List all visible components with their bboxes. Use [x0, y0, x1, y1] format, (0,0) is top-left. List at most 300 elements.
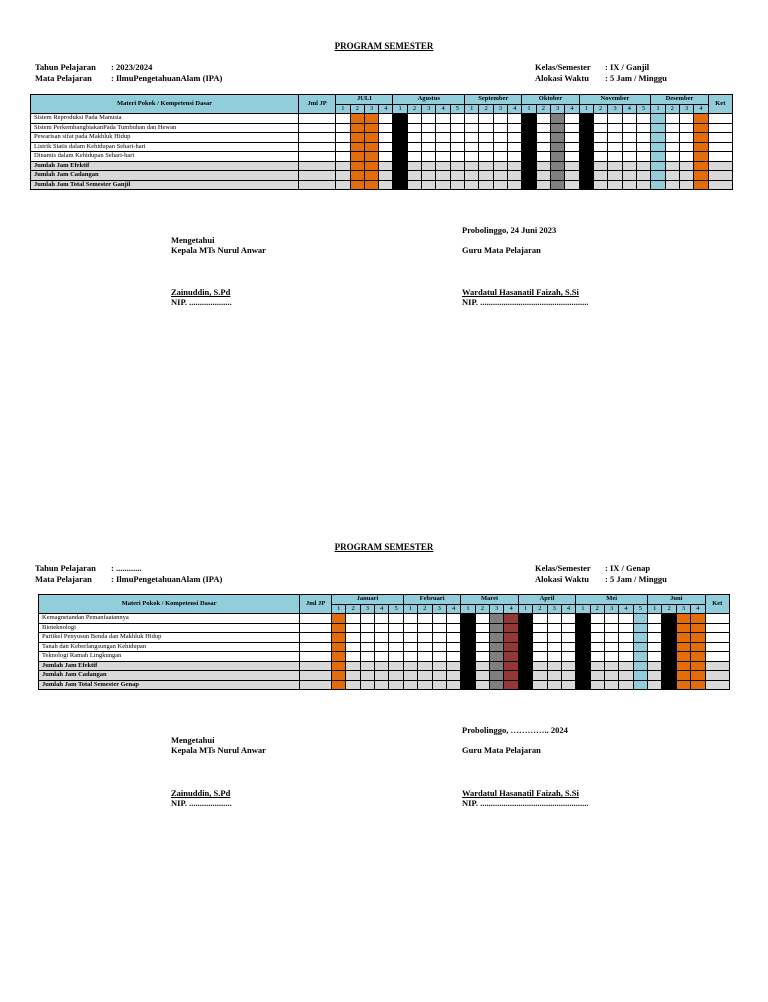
- week-cell: [576, 623, 590, 633]
- week-cell: [360, 623, 374, 633]
- week-cell: [604, 633, 618, 643]
- week-cell: [536, 133, 550, 143]
- week-cell: [622, 152, 636, 162]
- week-cell: [490, 642, 504, 652]
- week-cell: [633, 652, 647, 662]
- month-header: April: [518, 595, 575, 605]
- week-cell: [364, 142, 378, 152]
- week-cell: [490, 680, 504, 690]
- kelas-value: : IX / Genap: [605, 563, 651, 573]
- week-cell: [432, 671, 446, 681]
- week-cell: [622, 161, 636, 171]
- kelas-label: Kelas/Semester: [535, 563, 591, 573]
- guru-name: Wardatul Hasanatil Faizah, S.Si: [462, 287, 579, 297]
- alokasi-label: Alokasi Waktu: [535, 574, 589, 584]
- week-cell: [403, 623, 417, 633]
- week-cell: [364, 123, 378, 133]
- week-cell: [504, 642, 518, 652]
- week-cell: [407, 161, 421, 171]
- week-cell: [565, 123, 579, 133]
- week-cell: [676, 671, 690, 681]
- jml-jp-header: Jml JP: [299, 95, 336, 114]
- jml-jp-header: Jml JP: [300, 595, 332, 614]
- week-cell: [432, 652, 446, 662]
- kepala-nip: NIP. ....................: [171, 297, 232, 307]
- week-cell: [346, 680, 360, 690]
- week-cell: [379, 171, 393, 181]
- week-cell: [465, 152, 479, 162]
- week-cell: [676, 614, 690, 624]
- week-cell: [676, 633, 690, 643]
- materi-header: Materi Pokok / Kompetensi Dasar: [31, 95, 299, 114]
- week-cell: [446, 661, 460, 671]
- week-number: 5: [633, 604, 647, 614]
- week-number: 4: [436, 104, 450, 114]
- week-cell: [493, 180, 507, 190]
- week-number: 1: [579, 104, 593, 114]
- week-cell: [403, 652, 417, 662]
- week-number: 2: [665, 104, 679, 114]
- week-cell: [504, 671, 518, 681]
- total-row: [31, 171, 733, 181]
- week-cell: [360, 652, 374, 662]
- week-cell: [450, 180, 464, 190]
- materi-row: [39, 633, 730, 643]
- week-cell: [393, 180, 407, 190]
- month-header: November: [579, 95, 651, 105]
- week-number: 1: [648, 604, 662, 614]
- week-cell: [691, 671, 705, 681]
- week-cell: [436, 161, 450, 171]
- week-cell: [694, 171, 708, 181]
- week-cell: [651, 161, 665, 171]
- week-cell: [679, 123, 693, 133]
- week-cell: [561, 671, 575, 681]
- week-cell: [346, 633, 360, 643]
- week-number: 1: [465, 104, 479, 114]
- jp-cell: [300, 652, 332, 662]
- week-cell: [450, 123, 464, 133]
- ket-cell: [705, 652, 729, 662]
- week-number: 1: [518, 604, 532, 614]
- week-cell: [536, 114, 550, 124]
- jp-cell: [300, 623, 332, 633]
- week-cell: [336, 114, 350, 124]
- week-number: 1: [651, 104, 665, 114]
- week-number: 3: [551, 104, 565, 114]
- week-cell: [561, 652, 575, 662]
- week-cell: [694, 180, 708, 190]
- week-cell: [450, 161, 464, 171]
- week-cell: [364, 114, 378, 124]
- jp-cell: [299, 152, 336, 162]
- week-cell: [518, 614, 532, 624]
- week-cell: [508, 123, 522, 133]
- kepala-signature: [171, 788, 232, 808]
- week-cell: [508, 161, 522, 171]
- week-cell: [504, 661, 518, 671]
- week-cell: [508, 180, 522, 190]
- week-cell: [536, 161, 550, 171]
- week-cell: [547, 633, 561, 643]
- week-cell: [622, 123, 636, 133]
- week-cell: [579, 161, 593, 171]
- week-cell: [648, 614, 662, 624]
- week-cell: [518, 661, 532, 671]
- week-cell: [518, 642, 532, 652]
- week-cell: [536, 171, 550, 181]
- week-cell: [403, 661, 417, 671]
- week-cell: [551, 171, 565, 181]
- week-cell: [475, 642, 489, 652]
- week-cell: [648, 680, 662, 690]
- week-cell: [422, 152, 436, 162]
- week-cell: [360, 614, 374, 624]
- tahun-value: : 2023/2024: [111, 62, 153, 72]
- month-header: September: [465, 95, 522, 105]
- week-number: 3: [679, 104, 693, 114]
- week-cell: [332, 614, 346, 624]
- ket-cell: [708, 114, 732, 124]
- week-cell: [533, 680, 547, 690]
- week-cell: [619, 623, 633, 633]
- guru-label: Guru Mata Pelajaran: [462, 745, 541, 755]
- materi-cell: Dinamis dalam Kehidupan Sehari-hari: [31, 152, 299, 162]
- week-cell: [665, 152, 679, 162]
- materi-cell: Pewarisan sifat pada Makhluk Hidup: [31, 133, 299, 143]
- week-cell: [579, 180, 593, 190]
- week-cell: [461, 671, 475, 681]
- week-number: 3: [490, 604, 504, 614]
- week-cell: [446, 680, 460, 690]
- week-cell: [432, 680, 446, 690]
- week-cell: [407, 180, 421, 190]
- week-cell: [518, 623, 532, 633]
- ket-cell: [705, 661, 729, 671]
- jp-cell: [300, 614, 332, 624]
- week-cell: [461, 661, 475, 671]
- week-cell: [561, 633, 575, 643]
- week-cell: [393, 171, 407, 181]
- week-cell: [551, 133, 565, 143]
- week-cell: [332, 661, 346, 671]
- week-cell: [691, 633, 705, 643]
- week-cell: [379, 152, 393, 162]
- ket-cell: [708, 123, 732, 133]
- week-cell: [651, 171, 665, 181]
- week-cell: [479, 133, 493, 143]
- week-cell: [551, 180, 565, 190]
- materi-row: [31, 133, 733, 143]
- week-cell: [418, 680, 432, 690]
- week-cell: [379, 161, 393, 171]
- week-cell: [636, 133, 650, 143]
- week-number: 4: [379, 104, 393, 114]
- week-cell: [465, 133, 479, 143]
- info-left: [35, 62, 222, 84]
- week-cell: [518, 652, 532, 662]
- week-cell: [403, 633, 417, 643]
- week-cell: [364, 152, 378, 162]
- week-cell: [676, 623, 690, 633]
- week-cell: [547, 642, 561, 652]
- week-cell: [547, 671, 561, 681]
- week-cell: [694, 142, 708, 152]
- materi-cell: Jumlah Jam Efektif: [31, 161, 299, 171]
- info-right: [535, 563, 667, 585]
- week-number: 1: [403, 604, 417, 614]
- week-cell: [679, 171, 693, 181]
- month-header: Agustus: [393, 95, 465, 105]
- week-number: 2: [533, 604, 547, 614]
- week-cell: [633, 614, 647, 624]
- week-cell: [679, 133, 693, 143]
- week-cell: [633, 623, 647, 633]
- week-cell: [360, 642, 374, 652]
- week-cell: [651, 123, 665, 133]
- week-cell: [432, 661, 446, 671]
- week-cell: [622, 142, 636, 152]
- week-cell: [536, 152, 550, 162]
- mapel-label: Mata Pelajaran: [35, 574, 92, 584]
- week-cell: [490, 614, 504, 624]
- month-header: Juni: [648, 595, 706, 605]
- week-cell: [407, 123, 421, 133]
- week-cell: [651, 133, 665, 143]
- week-cell: [446, 671, 460, 681]
- week-number: 2: [475, 604, 489, 614]
- week-cell: [691, 652, 705, 662]
- week-cell: [662, 614, 676, 624]
- week-cell: [418, 671, 432, 681]
- week-cell: [432, 614, 446, 624]
- week-cell: [604, 652, 618, 662]
- week-cell: [676, 680, 690, 690]
- ket-cell: [705, 642, 729, 652]
- week-cell: [608, 114, 622, 124]
- week-number: 3: [608, 104, 622, 114]
- week-cell: [648, 652, 662, 662]
- week-cell: [479, 114, 493, 124]
- week-cell: [579, 142, 593, 152]
- week-cell: [576, 633, 590, 643]
- alokasi-value: : 5 Jam / Minggu: [605, 574, 667, 584]
- week-cell: [590, 680, 604, 690]
- week-number: 1: [393, 104, 407, 114]
- week-cell: [465, 114, 479, 124]
- week-cell: [479, 161, 493, 171]
- week-cell: [522, 180, 536, 190]
- week-cell: [379, 123, 393, 133]
- week-number: 3: [422, 104, 436, 114]
- week-cell: [389, 661, 403, 671]
- week-cell: [579, 152, 593, 162]
- week-cell: [636, 152, 650, 162]
- week-cell: [608, 161, 622, 171]
- materi-cell: Bioteknologi: [39, 623, 300, 633]
- week-cell: [436, 133, 450, 143]
- week-cell: [446, 652, 460, 662]
- materi-cell: Jumlah Jam Cadangan: [31, 171, 299, 181]
- program-table: [38, 594, 730, 690]
- week-cell: [608, 142, 622, 152]
- week-cell: [389, 671, 403, 681]
- week-cell: [346, 623, 360, 633]
- place-date: Probolinggo, 24 Juni 2023: [462, 225, 557, 235]
- week-number: 3: [360, 604, 374, 614]
- week-cell: [561, 661, 575, 671]
- week-cell: [375, 680, 389, 690]
- week-cell: [504, 614, 518, 624]
- week-cell: [533, 652, 547, 662]
- week-cell: [694, 152, 708, 162]
- week-cell: [493, 123, 507, 133]
- ket-cell: [705, 633, 729, 643]
- week-cell: [622, 180, 636, 190]
- ket-cell: [705, 671, 729, 681]
- week-cell: [493, 133, 507, 143]
- week-cell: [490, 671, 504, 681]
- week-cell: [551, 142, 565, 152]
- week-cell: [332, 633, 346, 643]
- week-cell: [450, 114, 464, 124]
- week-cell: [350, 114, 364, 124]
- week-cell: [403, 671, 417, 681]
- week-cell: [608, 180, 622, 190]
- week-cell: [619, 671, 633, 681]
- week-cell: [465, 123, 479, 133]
- week-cell: [665, 161, 679, 171]
- week-number: 1: [332, 604, 346, 614]
- week-cell: [504, 633, 518, 643]
- materi-row: [31, 152, 733, 162]
- week-cell: [393, 142, 407, 152]
- week-cell: [422, 171, 436, 181]
- week-cell: [422, 180, 436, 190]
- week-cell: [350, 161, 364, 171]
- week-cell: [648, 661, 662, 671]
- place-date: Probolinggo, ………….. 2024: [462, 725, 568, 735]
- week-number: 3: [604, 604, 618, 614]
- week-cell: [432, 623, 446, 633]
- week-cell: [551, 161, 565, 171]
- week-cell: [389, 680, 403, 690]
- week-cell: [619, 614, 633, 624]
- week-cell: [446, 642, 460, 652]
- jp-cell: [299, 114, 336, 124]
- week-cell: [608, 171, 622, 181]
- jp-cell: [299, 180, 336, 190]
- week-cell: [651, 142, 665, 152]
- week-cell: [565, 180, 579, 190]
- week-cell: [633, 642, 647, 652]
- jp-cell: [299, 133, 336, 143]
- week-cell: [418, 661, 432, 671]
- week-cell: [662, 680, 676, 690]
- jp-cell: [299, 123, 336, 133]
- week-cell: [576, 652, 590, 662]
- week-cell: [665, 180, 679, 190]
- tahun-value: : ............: [111, 563, 142, 573]
- week-cell: [619, 642, 633, 652]
- week-cell: [350, 152, 364, 162]
- week-cell: [461, 652, 475, 662]
- mengetahui-label: [171, 235, 266, 255]
- week-cell: [676, 661, 690, 671]
- week-number: 5: [450, 104, 464, 114]
- week-cell: [533, 642, 547, 652]
- week-cell: [679, 152, 693, 162]
- week-cell: [418, 642, 432, 652]
- week-cell: [533, 614, 547, 624]
- week-cell: [360, 680, 374, 690]
- week-cell: [336, 152, 350, 162]
- week-cell: [633, 661, 647, 671]
- week-number: 2: [590, 604, 604, 614]
- materi-cell: Listrik Statis dalam Kehidupan Sehari-hari: [31, 142, 299, 152]
- week-cell: [608, 152, 622, 162]
- week-cell: [461, 623, 475, 633]
- week-cell: [665, 114, 679, 124]
- week-cell: [622, 133, 636, 143]
- week-cell: [604, 614, 618, 624]
- week-cell: [422, 142, 436, 152]
- week-cell: [375, 652, 389, 662]
- alokasi-label: Alokasi Waktu: [535, 73, 589, 83]
- week-cell: [475, 623, 489, 633]
- week-number: 5: [636, 104, 650, 114]
- week-cell: [407, 114, 421, 124]
- week-cell: [522, 123, 536, 133]
- week-cell: [490, 633, 504, 643]
- tahun-label: Tahun Pelajaran: [35, 62, 96, 72]
- week-cell: [479, 180, 493, 190]
- week-cell: [450, 171, 464, 181]
- week-cell: [465, 161, 479, 171]
- ket-cell: [708, 171, 732, 181]
- week-cell: [691, 642, 705, 652]
- total-row: [39, 680, 730, 690]
- week-cell: [636, 123, 650, 133]
- week-cell: [465, 171, 479, 181]
- ket-cell: [708, 180, 732, 190]
- materi-cell: Jumlah Jam Efektif: [39, 661, 300, 671]
- week-cell: [379, 180, 393, 190]
- week-cell: [522, 161, 536, 171]
- week-cell: [594, 180, 608, 190]
- mapel-value: : IlmuPengetahuanAlam (IPA): [111, 574, 223, 584]
- kepala-signature: [171, 287, 232, 307]
- week-cell: [450, 152, 464, 162]
- week-cell: [436, 142, 450, 152]
- week-cell: [461, 633, 475, 643]
- week-cell: [360, 633, 374, 643]
- week-cell: [418, 614, 432, 624]
- week-cell: [648, 642, 662, 652]
- week-cell: [479, 152, 493, 162]
- week-cell: [533, 661, 547, 671]
- week-cell: [662, 661, 676, 671]
- week-cell: [375, 661, 389, 671]
- week-cell: [665, 142, 679, 152]
- week-number: 3: [364, 104, 378, 114]
- week-cell: [590, 623, 604, 633]
- week-number: 4: [561, 604, 575, 614]
- week-number: 4: [504, 604, 518, 614]
- week-cell: [393, 133, 407, 143]
- week-cell: [594, 123, 608, 133]
- week-cell: [547, 623, 561, 633]
